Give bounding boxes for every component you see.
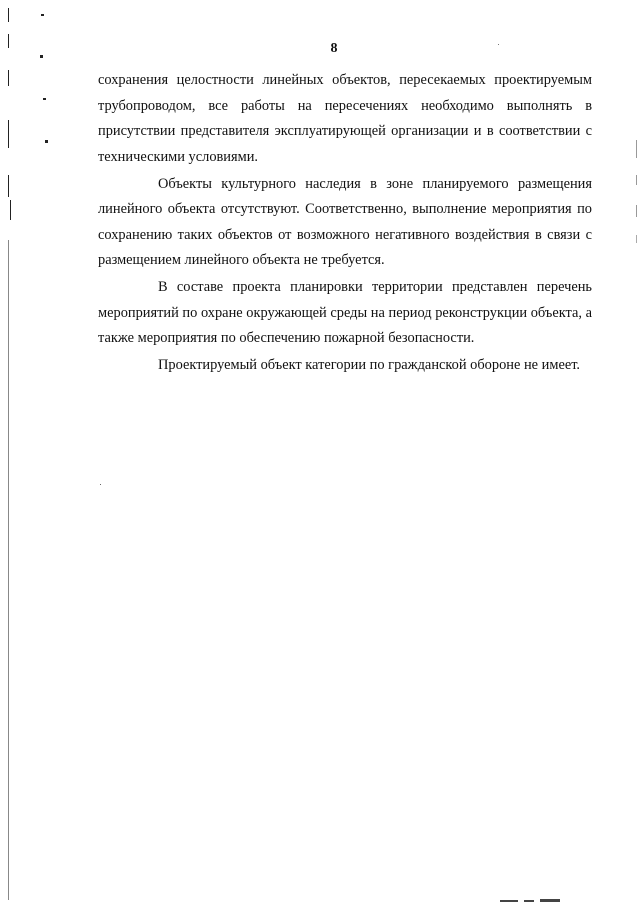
scan-mark bbox=[40, 55, 43, 58]
scan-mark bbox=[500, 900, 518, 902]
body-text bbox=[98, 68, 592, 380]
page-number: 8 bbox=[330, 41, 338, 56]
scan-mark bbox=[43, 98, 46, 100]
scan-mark bbox=[8, 240, 9, 900]
scan-mark bbox=[8, 120, 9, 148]
scan-mark bbox=[636, 205, 637, 217]
scan-mark bbox=[100, 484, 101, 485]
scan-mark bbox=[45, 140, 48, 143]
scan-mark bbox=[636, 140, 637, 158]
scan-mark bbox=[636, 175, 637, 185]
scan-mark bbox=[8, 175, 9, 197]
scan-mark bbox=[8, 70, 9, 86]
scan-mark bbox=[524, 900, 534, 902]
scan-mark bbox=[10, 200, 11, 220]
scan-mark bbox=[636, 235, 637, 243]
scan-mark bbox=[540, 899, 560, 902]
scan-mark bbox=[41, 14, 44, 16]
scan-mark bbox=[8, 8, 9, 22]
paragraph-environment-measures: В составе проекта планировки территории представлен перечень мероприятий по охране окружающей среды на период реконструкции объекта, а также мероприятия по обеспечению пожарной безопасности. bbox=[98, 279, 592, 346]
scan-mark bbox=[8, 34, 9, 48]
paragraph-crossings: сохранения целостности линейных объектов, пересекаемых проектируемым трубопроводом, все работы на пересечениях необходимо выполнять в присутствии представителя эксплуатирующей организации и в соответствии с техническими условиями. bbox=[98, 72, 592, 165]
paragraph-civil-defense: Проектируемый объект категории по гражданской обороне не имеет. bbox=[158, 357, 581, 373]
paragraph-cultural-heritage: Объекты культурного наследия в зоне планируемого размещения линейного объекта отсутствуют. Соответственно, выполнение мероприятия по сохранению таких объектов от возможного негативного воздействия в связи с размещением линейного объекта не требуется. bbox=[98, 175, 592, 268]
scan-mark bbox=[498, 44, 499, 45]
